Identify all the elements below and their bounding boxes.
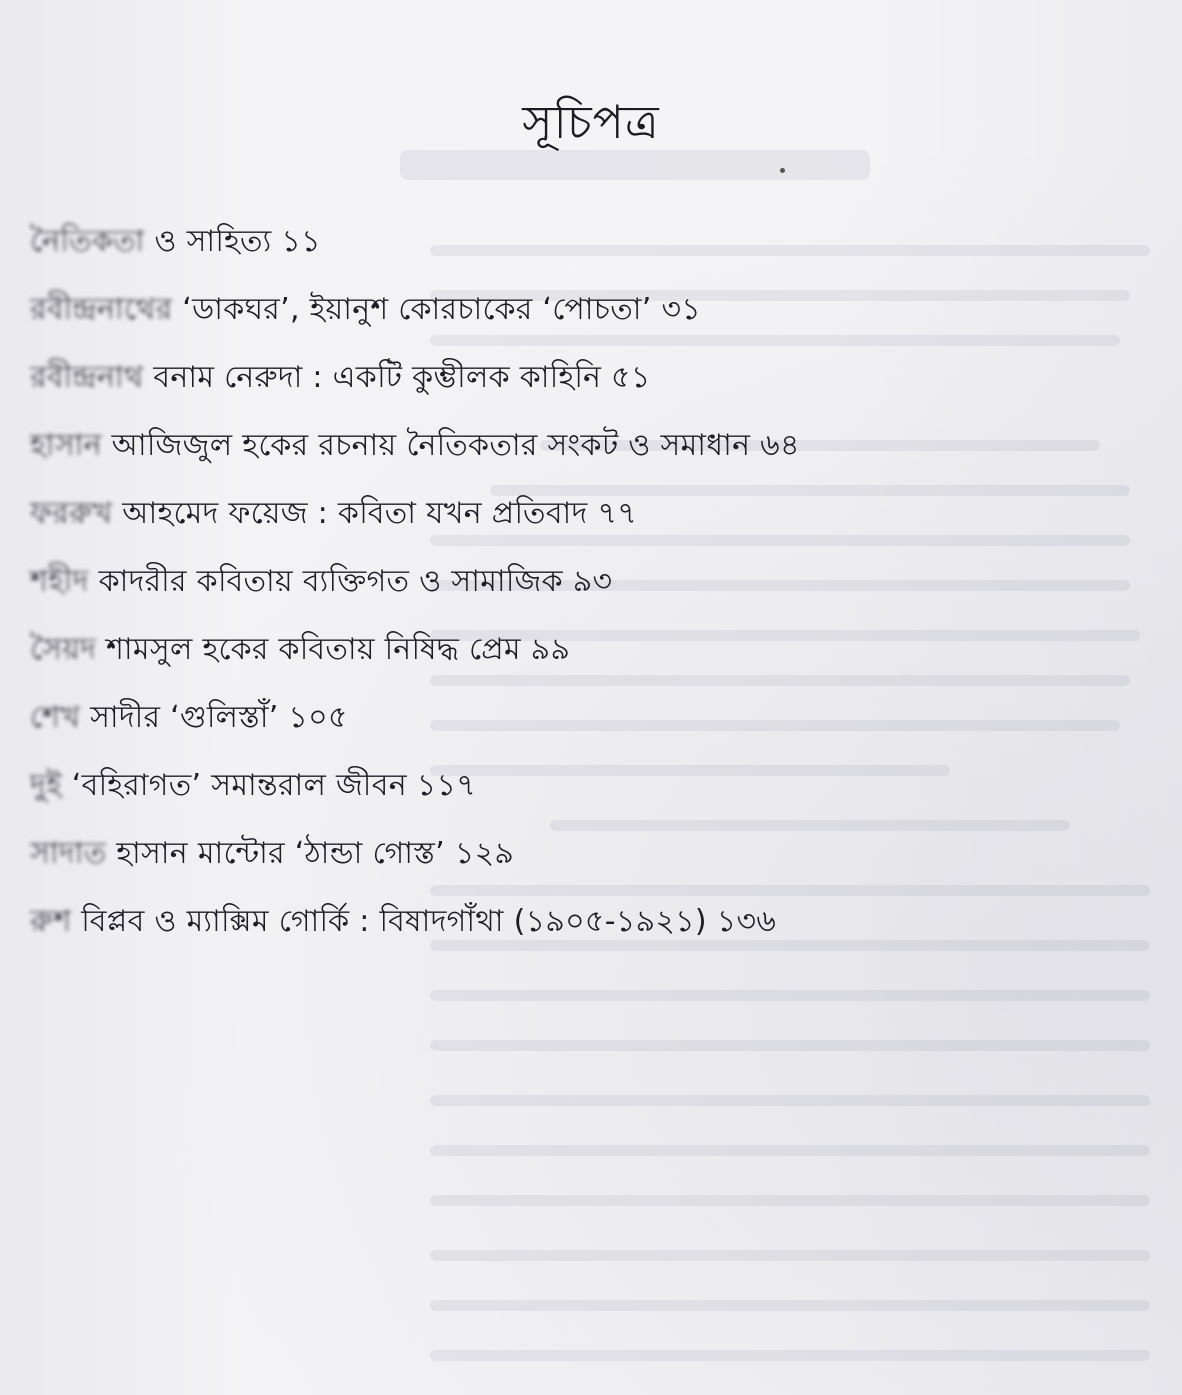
toc-entry-text: আজিজুল হকের রচনায় নৈতিকতার সংকট ও সমাধান ৬৪ (101, 428, 800, 463)
toc-entry-text: হাসান মান্টোর ‘ঠান্ডা গোস্ত’ ১২৯ (106, 836, 515, 871)
toc-entry (30, 752, 1150, 820)
toc-entry (30, 548, 1150, 616)
toc-entry-text: কাদরীর কবিতায় ব্যক্তিগত ও সামাজিক ৯৩ (88, 564, 613, 599)
toc-entry-text: বিপ্লব ও ম্যাক্সিম গোর্কি : বিষাদগাঁথা (১৯০৫-১৯২১) ১৩৬ (71, 904, 777, 939)
page-title: সূচিপত্র (522, 95, 660, 149)
toc-entry (30, 208, 1150, 276)
table-of-contents (30, 208, 1150, 956)
toc-entry-text: ‘ডাকঘর’, ইয়ানুশ কোরচাকের ‘পোচতা’ ৩১ (172, 292, 702, 327)
toc-entry (30, 684, 1150, 752)
toc-entry-text: আহমেদ ফয়েজ : কবিতা যখন প্রতিবাদ ৭৭ (112, 496, 638, 531)
toc-entry-blurred-start: রবীন্দ্রনাথের (30, 292, 173, 327)
toc-entry (30, 820, 1150, 888)
toc-entry (30, 344, 1150, 412)
toc-entry (30, 888, 1150, 956)
toc-entry-blurred-start: রবীন্দ্রনাথ (30, 360, 144, 395)
toc-entry-blurred-start: হাসান (30, 428, 102, 463)
ink-dot (780, 168, 785, 173)
toc-entry (30, 616, 1150, 684)
toc-entry (30, 412, 1150, 480)
toc-entry-blurred-start: ফররুখ (30, 496, 113, 531)
toc-entry-blurred-start: দুই (30, 768, 62, 803)
toc-entry-blurred-start: রুশ (30, 904, 72, 939)
toc-entry-text: শামসুল হকের কবিতায় নিষিদ্ধ প্রেম ৯৯ (96, 632, 571, 667)
toc-entry-blurred-start: শেখ (30, 700, 81, 735)
toc-entry-blurred-start: সাদাত (30, 836, 107, 871)
toc-entry-text: সাদীর ‘গুলিস্তাঁ’ ১০৫ (80, 700, 348, 735)
toc-entry-text: ও সাহিত্য ১১ (144, 224, 321, 259)
toc-entry (30, 276, 1150, 344)
toc-entry-blurred-start: শহীদ (30, 564, 89, 599)
toc-entry (30, 480, 1150, 548)
toc-entry-blurred-start: নৈতিকতা (30, 224, 145, 259)
toc-entry-text: ‘বহিরাগত’ সমান্তরাল জীবন ১১৭ (61, 768, 477, 803)
toc-entry-blurred-start: সৈয়দ (30, 632, 97, 667)
toc-entry-text: বনাম নেরুদা : একটি কুম্ভীলক কাহিনি ৫১ (143, 360, 651, 395)
